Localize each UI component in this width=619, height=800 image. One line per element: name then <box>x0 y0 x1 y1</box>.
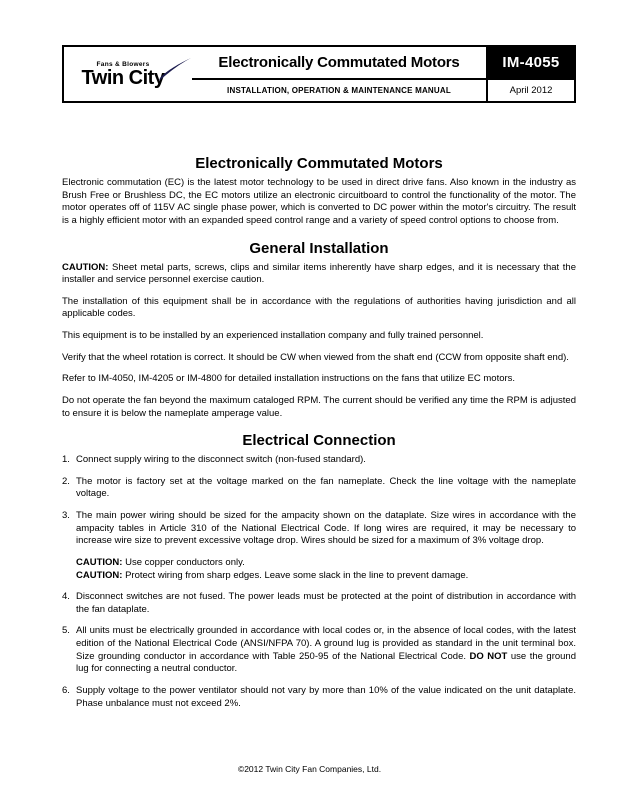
doc-number-badge: IM-4055 <box>486 47 574 80</box>
list-item-number: 3. <box>62 510 70 521</box>
manual-title: Electronically Commutated Motors <box>192 47 486 80</box>
list-item-bold-text: DO NOT <box>469 650 508 662</box>
doc-date: April 2012 <box>486 80 574 101</box>
caution-label: CAUTION: <box>76 556 123 568</box>
intro-paragraph: Electronic commutation (EC) is the latest motor technology to be used in direct drive fans. Also known in the industry as Brush Free or Brushless DC, the EC motors utilize an electronic circuitboard to control the functionality of the motor. The motor operates off of 115V AC single phase power, which is converted to DC power within the motor's circuitry. The result is a highly efficient motor with an expanded speed control range and a variety of speed control options to choose from. <box>62 177 576 226</box>
caution-text: Sheet metal parts, screws, clips and similar items inherently have sharp edges, and it is necessary that the installer and service personnel exercise caution. <box>62 261 576 286</box>
list-item-number: 2. <box>62 475 70 487</box>
manual-subtitle: INSTALLATION, OPERATION & MAINTENANCE MANUAL <box>227 86 451 95</box>
list-item <box>62 454 576 467</box>
list-item <box>62 591 576 616</box>
list-item-text: Connect supply wiring to the disconnect switch (non-fused standard). <box>76 454 366 466</box>
brand-name: Twin City <box>81 66 165 89</box>
caution-label: CAUTION: <box>62 261 109 273</box>
caution-paragraph <box>62 262 576 287</box>
list-item-text: The main power wiring should be sized for the ampacity shown on the dataplate. Size wires in accordance with the ampacity tables in Article 310 of the National Electrical Code. If long wires are required, it may be necessary to increase wire size to prevent excessive voltage drop. Wires should be sized for a maximum of 3% voltage drop. <box>76 510 576 547</box>
list-item <box>62 685 576 710</box>
document-body <box>62 155 576 719</box>
section-heading-general-installation: General Installation <box>249 239 389 257</box>
list-item-text: Supply voltage to the power ventilator should not vary by more than 10% of the value indicated on the unit dataplate. Phase unbalance must not exceed 2%. <box>76 684 576 709</box>
document-header <box>62 45 576 103</box>
list-item-body <box>76 510 576 582</box>
caution-text: Protect wiring from sharp edges. Leave some slack in the line to prevent damage. <box>122 569 469 581</box>
list-item <box>62 476 576 501</box>
list-item-text-after: use the ground lug for connecting a neutral conductor. <box>76 650 577 675</box>
list-item-number: 5. <box>62 625 70 637</box>
brand-logo <box>64 47 192 101</box>
paragraph: This equipment is to be installed by an experienced installation company and fully trained personnel. <box>62 330 484 341</box>
list-item-number: 4. <box>62 591 70 603</box>
list-item-text-before: All units must be electrically grounded in accordance with local codes or, in the absence of local codes, with the latest edition of the National Electrical Code (ANSI/NFPA 70). A ground lug is provided as standard in the unit terminal box. Size grounding conductor in accordance with Table 250-95 of the National Electrical Code. <box>76 625 576 662</box>
list-item-text <box>76 625 576 676</box>
list-item-text: The motor is factory set at the voltage marked on the fan nameplate. Check the line voltage with the nameplate voltage. <box>76 475 576 500</box>
list-item <box>62 510 576 582</box>
paragraph: The installation of this equipment shall be in accordance with the regulations of authorities having jurisdiction and all applicable codes. <box>62 295 576 320</box>
list-item-text: Disconnect switches are not fused. The power leads must be protected at the point of distribution in accordance with the fan dataplate. <box>76 591 576 615</box>
brand-logo-inner <box>82 61 175 88</box>
copyright-notice: ©2012 Twin City Fan Companies, Ltd. <box>237 764 382 774</box>
list-item-number: 1. <box>62 454 70 466</box>
logo-swoosh-icon <box>158 57 192 83</box>
list-item-number: 6. <box>62 684 70 696</box>
caution-line <box>76 557 576 570</box>
caution-line <box>76 570 576 583</box>
section-heading-ec-motors: Electronically Commutated Motors <box>195 155 443 172</box>
paragraph: Do not operate the fan beyond the maximum cataloged RPM. The current should be verified any time the RPM is adjusted to ensure it is below the nameplate amperage value. <box>62 394 576 419</box>
paragraph: Verify that the wheel rotation is correct. It should be CW when viewed from the shaft end (CCW from opposite shaft end). <box>62 351 569 363</box>
brand-tagline: Fans & Blowers <box>96 60 150 68</box>
caution-block <box>76 557 576 582</box>
section-heading-electrical-connection: Electrical Connection <box>242 432 396 450</box>
paragraph: Refer to IM-4050, IM-4205 or IM-4800 for detailed installation instructions on the fans that utilize EC motors. <box>62 373 516 385</box>
list-item <box>62 625 576 676</box>
caution-label: CAUTION: <box>76 569 123 581</box>
caution-text: Use copper conductors only. <box>122 556 245 568</box>
